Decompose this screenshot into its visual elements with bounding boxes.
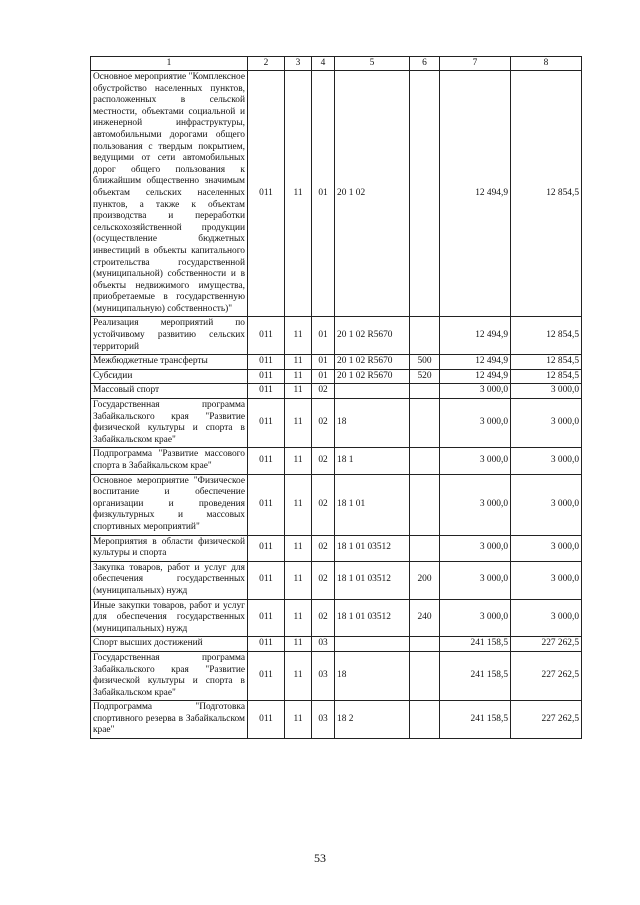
expense-type-cell: [410, 399, 440, 448]
gov-code-cell: 011: [248, 599, 285, 637]
amount-year2-cell: 227 262,5: [511, 651, 582, 700]
amount-year2-cell: 227 262,5: [511, 637, 582, 652]
table-row: [91, 701, 582, 739]
header-cell: 6: [410, 57, 440, 71]
amount-year2-cell: 12 854,5: [511, 355, 582, 370]
section-cell: 11: [285, 651, 312, 700]
section-cell: 11: [285, 71, 312, 317]
gov-code-cell: 011: [248, 71, 285, 317]
row-name-cell: Основное мероприятие "Комплексное обустройство населенных пунктов, расположенных в сельской местности, объектами социальной и инженерной инфраструктуры, автомобильными дорогами общего пользования с твердым покрытием, ведущими от сети автомобильных дорог общего пользования к ближайшим общественно значимым объектам сельских населенных пунктов, а также к объектам производства и переработки сельскохозяйственной продукции (осуществление бюджетных инвестиций в объекты капитального строительства государственной (муниципальной) собственности и в объекты недвижимого имущества, приобретаемые в государственную (муниципальную) собственность)": [91, 71, 248, 317]
expense-type-cell: [410, 651, 440, 700]
row-name-cell: Мероприятия в области физической культуры и спорта: [91, 535, 248, 561]
row-name-cell: Реализация мероприятий по устойчивому развитию сельских территорий: [91, 317, 248, 355]
target-article-cell: 20 1 02 R5670: [335, 317, 410, 355]
table-row: [91, 355, 582, 370]
table-header-row: [91, 57, 582, 71]
section-cell: 11: [285, 317, 312, 355]
row-name-cell: Межбюджетные трансферты: [91, 355, 248, 370]
amount-year1-cell: 12 494,9: [440, 369, 511, 384]
subsection-cell: 01: [312, 317, 335, 355]
subsection-cell: 03: [312, 651, 335, 700]
header-cell: 4: [312, 57, 335, 71]
amount-year2-cell: 3 000,0: [511, 535, 582, 561]
target-article-cell: 18 2: [335, 701, 410, 739]
subsection-cell: 03: [312, 701, 335, 739]
amount-year1-cell: 12 494,9: [440, 317, 511, 355]
amount-year2-cell: 227 262,5: [511, 701, 582, 739]
section-cell: 11: [285, 535, 312, 561]
expense-type-cell: [410, 384, 440, 399]
amount-year1-cell: 3 000,0: [440, 561, 511, 599]
gov-code-cell: 011: [248, 474, 285, 535]
amount-year1-cell: 3 000,0: [440, 535, 511, 561]
subsection-cell: 02: [312, 399, 335, 448]
expense-type-cell: 500: [410, 355, 440, 370]
section-cell: 11: [285, 369, 312, 384]
target-article-cell: 18 1: [335, 448, 410, 474]
amount-year2-cell: 12 854,5: [511, 369, 582, 384]
target-article-cell: [335, 637, 410, 652]
row-name-cell: Иные закупки товаров, работ и услуг для обеспечения государственных (муниципальных) нужд: [91, 599, 248, 637]
amount-year2-cell: 3 000,0: [511, 399, 582, 448]
expense-type-cell: [410, 701, 440, 739]
gov-code-cell: 011: [248, 355, 285, 370]
amount-year2-cell: 3 000,0: [511, 384, 582, 399]
amount-year1-cell: 3 000,0: [440, 599, 511, 637]
section-cell: 11: [285, 701, 312, 739]
target-article-cell: 18 1 01 03512: [335, 535, 410, 561]
gov-code-cell: 011: [248, 637, 285, 652]
subsection-cell: 03: [312, 637, 335, 652]
expense-type-cell: [410, 474, 440, 535]
gov-code-cell: 011: [248, 561, 285, 599]
amount-year2-cell: 12 854,5: [511, 71, 582, 317]
amount-year1-cell: 241 158,5: [440, 637, 511, 652]
amount-year2-cell: 12 854,5: [511, 317, 582, 355]
header-cell: 1: [91, 57, 248, 71]
expense-type-cell: 240: [410, 599, 440, 637]
amount-year2-cell: 3 000,0: [511, 448, 582, 474]
subsection-cell: 01: [312, 369, 335, 384]
target-article-cell: 18 1 01: [335, 474, 410, 535]
subsection-cell: 02: [312, 535, 335, 561]
section-cell: 11: [285, 384, 312, 399]
target-article-cell: 20 1 02 R5670: [335, 369, 410, 384]
expense-type-cell: 520: [410, 369, 440, 384]
table-row: [91, 599, 582, 637]
amount-year1-cell: 3 000,0: [440, 474, 511, 535]
header-cell: 7: [440, 57, 511, 71]
table-row: [91, 317, 582, 355]
row-name-cell: Спорт высших достижений: [91, 637, 248, 652]
table-row: [91, 535, 582, 561]
gov-code-cell: 011: [248, 384, 285, 399]
expense-type-cell: [410, 317, 440, 355]
row-name-cell: Подпрограмма "Подготовка спортивного резерва в Забайкальском крае": [91, 701, 248, 739]
gov-code-cell: 011: [248, 448, 285, 474]
header-cell: 2: [248, 57, 285, 71]
gov-code-cell: 011: [248, 369, 285, 384]
row-name-cell: Массовый спорт: [91, 384, 248, 399]
section-cell: 11: [285, 355, 312, 370]
gov-code-cell: 011: [248, 651, 285, 700]
target-article-cell: 18: [335, 399, 410, 448]
subsection-cell: 02: [312, 474, 335, 535]
gov-code-cell: 011: [248, 399, 285, 448]
table-row: [91, 384, 582, 399]
subsection-cell: 02: [312, 599, 335, 637]
header-cell: 5: [335, 57, 410, 71]
table-row: [91, 399, 582, 448]
row-name-cell: Государственная программа Забайкальского края "Развитие физической культуры и спорта в Забайкальском крае": [91, 651, 248, 700]
amount-year2-cell: 3 000,0: [511, 561, 582, 599]
section-cell: 11: [285, 448, 312, 474]
table-row: [91, 448, 582, 474]
amount-year1-cell: 241 158,5: [440, 701, 511, 739]
table-row: [91, 637, 582, 652]
gov-code-cell: 011: [248, 535, 285, 561]
amount-year2-cell: 3 000,0: [511, 474, 582, 535]
amount-year1-cell: 12 494,9: [440, 71, 511, 317]
section-cell: 11: [285, 561, 312, 599]
subsection-cell: 02: [312, 561, 335, 599]
section-cell: 11: [285, 399, 312, 448]
section-cell: 11: [285, 474, 312, 535]
target-article-cell: 18 1 01 03512: [335, 561, 410, 599]
amount-year1-cell: 3 000,0: [440, 399, 511, 448]
subsection-cell: 01: [312, 355, 335, 370]
expense-type-cell: [410, 637, 440, 652]
gov-code-cell: 011: [248, 317, 285, 355]
expense-type-cell: [410, 535, 440, 561]
amount-year1-cell: 3 000,0: [440, 448, 511, 474]
section-cell: 11: [285, 599, 312, 637]
expense-type-cell: [410, 448, 440, 474]
amount-year2-cell: 3 000,0: [511, 599, 582, 637]
target-article-cell: [335, 384, 410, 399]
table-row: [91, 561, 582, 599]
row-name-cell: Государственная программа Забайкальского края "Развитие физической культуры и спорта в Забайкальском крае": [91, 399, 248, 448]
row-name-cell: Подпрограмма "Развитие массового спорта в Забайкальском крае": [91, 448, 248, 474]
subsection-cell: 02: [312, 384, 335, 399]
budget-table: [90, 56, 582, 739]
section-cell: 11: [285, 637, 312, 652]
table-row: [91, 71, 582, 317]
subsection-cell: 02: [312, 448, 335, 474]
expense-type-cell: 200: [410, 561, 440, 599]
row-name-cell: Субсидии: [91, 369, 248, 384]
amount-year1-cell: 3 000,0: [440, 384, 511, 399]
target-article-cell: 18: [335, 651, 410, 700]
header-cell: 8: [511, 57, 582, 71]
target-article-cell: 20 1 02 R5670: [335, 355, 410, 370]
table-row: [91, 651, 582, 700]
target-article-cell: 20 1 02: [335, 71, 410, 317]
table-row: [91, 474, 582, 535]
amount-year1-cell: 12 494,9: [440, 355, 511, 370]
subsection-cell: 01: [312, 71, 335, 317]
amount-year1-cell: 241 158,5: [440, 651, 511, 700]
page-number: 53: [314, 851, 326, 865]
header-cell: 3: [285, 57, 312, 71]
target-article-cell: 18 1 01 03512: [335, 599, 410, 637]
gov-code-cell: 011: [248, 701, 285, 739]
row-name-cell: Закупка товаров, работ и услуг для обеспечения государственных (муниципальных) нужд: [91, 561, 248, 599]
expense-type-cell: [410, 71, 440, 317]
table-row: [91, 369, 582, 384]
row-name-cell: Основное мероприятие "Физическое воспитание и обеспечение организации и проведения физкультурных и массовых спортивных мероприятий": [91, 474, 248, 535]
